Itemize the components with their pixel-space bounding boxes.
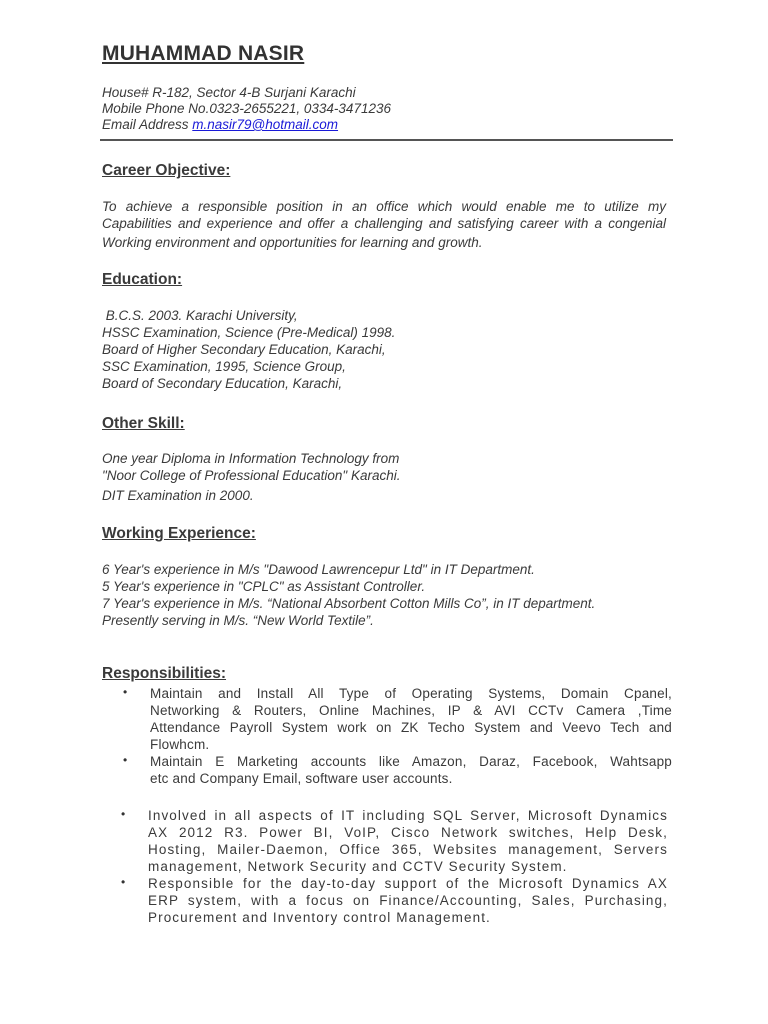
experience-line: 5 Year's experience in "CPLC" as Assistant Controller. xyxy=(102,579,426,594)
other-skill-heading: Other Skill: xyxy=(102,415,185,432)
responsibilities-list xyxy=(120,685,672,787)
education-line: SSC Examination, 1995, Science Group, xyxy=(102,359,346,374)
other-skill-text xyxy=(102,450,666,504)
skill-line: One year Diploma in Information Technology from xyxy=(102,451,400,466)
email-label: Email Address xyxy=(102,117,193,132)
item-line: Hosting, Mailer-Daemon, Office 365, Websites management, Servers xyxy=(148,842,668,857)
education-line: Board of Secondary Education, Karachi, xyxy=(102,376,343,391)
education-line: Board of Higher Secondary Education, Karachi, xyxy=(102,342,386,357)
item-line: Networking & Routers, Online Machines, IP & AVI CCTv Camera ,Time xyxy=(150,703,672,718)
item-line: Maintain E Marketing accounts like Amazon, Daraz, Facebook, Wahtsapp xyxy=(150,754,672,769)
email-line xyxy=(102,117,391,133)
list-item xyxy=(118,807,668,875)
education-line: HSSC Examination, Science (Pre-Medical) 1998. xyxy=(102,325,396,340)
skill-line: DIT Examination in 2000. xyxy=(102,488,254,503)
phone-line: Mobile Phone No.0323-2655221, 0334-3471236 xyxy=(102,101,391,116)
item-line: Involved in all aspects of IT including SQL Server, Microsoft Dynamics xyxy=(148,808,668,823)
header-divider xyxy=(100,139,673,141)
responsibilities-list-continued xyxy=(118,807,668,926)
item-line: Responsible for the day-to-day support of the Microsoft Dynamics AX xyxy=(148,876,668,891)
bullet-icon: • xyxy=(123,753,128,767)
contact-block xyxy=(102,85,391,133)
experience-line: Presently serving in M/s. “New World Textile”. xyxy=(102,613,374,628)
career-line: Working environment and opportunities for learning and growth. xyxy=(102,235,483,250)
experience-line: 7 Year's experience in M/s. “National Absorbent Cotton Mills Co”, in IT department. xyxy=(102,596,596,611)
list-item xyxy=(120,753,672,787)
bullet-icon: • xyxy=(121,875,126,889)
address-line: House# R-182, Sector 4-B Surjani Karachi xyxy=(102,85,356,100)
item-line: management, Network Security and CCTV Security System. xyxy=(148,859,568,874)
career-objective-heading: Career Objective: xyxy=(102,162,231,179)
item-line: Attendance Payroll System work on ZK Techo System and Veevo Tech and xyxy=(150,720,672,735)
list-item xyxy=(118,875,668,926)
skill-line: "Noor College of Professional Education" Karachi. xyxy=(102,468,401,483)
career-objective-text xyxy=(102,198,666,251)
career-line: To achieve a responsible position in an office which would enable me to utilize my xyxy=(102,199,666,214)
item-line: Procurement and Inventory control Management. xyxy=(148,910,491,925)
item-line: etc and Company Email, software user accounts. xyxy=(150,771,453,786)
item-line: ERP system, with a focus on Finance/Accounting, Sales, Purchasing, xyxy=(148,893,668,908)
education-heading: Education: xyxy=(102,271,183,288)
responsibilities-heading: Responsibilities: xyxy=(102,665,227,682)
item-line: Flowhcm. xyxy=(150,737,210,752)
education-line: B.C.S. 2003. Karachi University, xyxy=(102,308,298,323)
career-line: Capabilities and experience and offer a challenging and satisfying career with a congenial xyxy=(102,216,666,231)
item-line: Maintain and Install All Type of Operating Systems, Domain Cpanel, xyxy=(150,686,672,701)
experience-line: 6 Year's experience in M/s "Dawood Lawrencepur Ltd" in IT Department. xyxy=(102,562,535,577)
working-experience-text xyxy=(102,561,666,629)
item-line: AX 2012 R3. Power BI, VoIP, Cisco Network switches, Help Desk, xyxy=(148,825,668,840)
working-experience-heading: Working Experience: xyxy=(102,525,256,542)
bullet-icon: • xyxy=(123,685,128,699)
bullet-icon: • xyxy=(121,807,126,821)
candidate-name: MUHAMMAD NASIR xyxy=(102,42,305,65)
list-item xyxy=(120,685,672,753)
education-text xyxy=(102,307,666,392)
email-link[interactable]: m.nasir79@hotmail.com xyxy=(192,117,339,132)
